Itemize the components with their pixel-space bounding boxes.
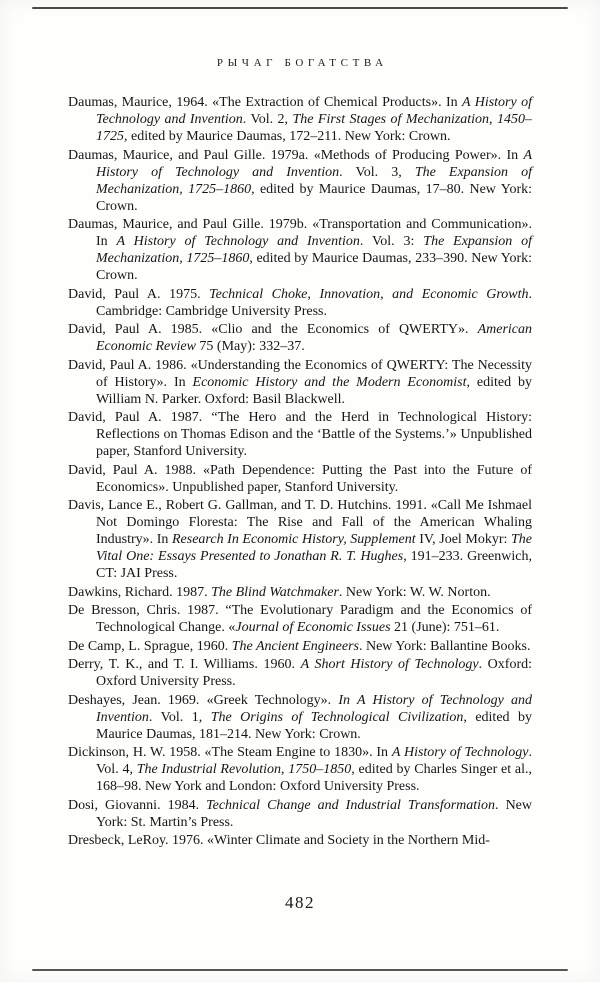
entry-text: Dresbeck, LeRoy. 1976. «Winter Climate and Society in the Northern Mid- — [68, 833, 490, 848]
bibliography-entry — [68, 584, 532, 601]
entry-text: , edited by Maurice Daumas, 17–80. New York: Crown. — [96, 181, 532, 214]
entry-text: Dickinson, H. W. 1958. «The Steam Engine to 1830». In — [68, 745, 392, 760]
entry-text: . New York: St. Martin’s Press. — [96, 797, 533, 830]
work-title-italic: A History of Technology and Invention — [96, 147, 532, 180]
work-title-italic: Technical Change and Industrial Transformation — [206, 797, 496, 813]
work-title-italic: Technical Choke, Innovation, and Economic Growth — [209, 286, 529, 302]
work-title-italic: Journal of Economic Issues — [235, 620, 391, 635]
bibliography-entry — [68, 656, 532, 690]
page-scan-edge-top — [32, 7, 568, 9]
entry-text: David, Paul A. 1975. — [68, 286, 210, 302]
bibliography-entry — [68, 744, 532, 795]
entry-text: , edited by Maurice Daumas, 233–390. New York: Crown. — [96, 251, 532, 283]
work-title-italic: The Expansion of Mechanization, 1725–1860 — [96, 234, 532, 266]
entry-text: Daumas, Maurice, 1964. «The Extraction of Chemical Products». In — [68, 95, 463, 110]
bibliography-entry — [68, 797, 532, 831]
work-title-italic: A History of Technology — [391, 745, 529, 760]
work-title-italic: The Blind Watchmaker — [211, 584, 339, 600]
entry-text: Dosi, Giovanni. 1984. — [68, 797, 207, 813]
entry-text: Daumas, Maurice, and Paul Gille. 1979b. «Transportation and Communication». In — [68, 217, 532, 249]
entry-text: . Vol. 2, — [242, 112, 293, 127]
entry-text: Deshayes, Jean. 1969. «Greek Technology». — [68, 692, 339, 708]
work-title-italic: The First Stages of Mechanization, 1450–1725 — [96, 112, 532, 144]
bibliography-entry — [68, 602, 532, 636]
entry-text: David, Paul A. 1988. «Path Dependence: Putting the Past into the Future of Economics». Unpublished paper, Stanford University. — [68, 462, 532, 495]
bibliography-entry — [68, 216, 532, 284]
page-scan-edge-bottom — [32, 969, 568, 971]
entry-text: 21 (June): 751–61. — [390, 620, 500, 635]
entry-text: . Vol. 4, — [96, 745, 532, 777]
entry-text: , edited by Maurice Daumas, 181–214. New York: Crown. — [96, 709, 532, 742]
bibliography-entry — [68, 94, 532, 145]
entry-text: Davis, Lance E., Robert G. Gallman, and T. D. Hutchins. 1991. «Call Me Ishmael Not Domingo Floresta: The Rise and Fall of the American Whaling Industry». In — [68, 498, 532, 547]
work-title-italic: The Expansion of Mechanization, 1725–1860 — [96, 164, 532, 197]
entry-text: . Oxford: Oxford University Press. — [96, 657, 533, 689]
work-title-italic: In A History of Technology and Invention — [96, 692, 532, 725]
work-title-italic: The Origins of Technological Civilization — [210, 709, 464, 725]
entry-text: 75 (May): 332–37. — [195, 339, 305, 354]
work-title-italic: Research In Economic History, Supplement — [172, 532, 416, 547]
entry-text: Daumas, Maurice, and Paul Gille. 1979a. «Methods of Producing Power». In — [68, 147, 524, 163]
entry-text: David, Paul A. 1987. “The Hero and the Herd in Technological History: Reflections on Thomas Edison and the ‘Battle of the Systems.’» Unpublished paper, Stanford University. — [68, 410, 532, 459]
bibliography-entry — [68, 147, 532, 215]
entry-text: , edited by Charles Singer et al., 168–98. New York and London: Oxford University Press. — [96, 762, 532, 794]
work-title-italic: A History of Technology and Invention — [96, 95, 532, 127]
entry-text: De Bresson, Chris. 1987. “The Evolutionary Paradigm and the Economics of Technological Change. « — [68, 603, 532, 635]
work-title-italic: A Short History of Technology — [300, 657, 479, 672]
running-header: РЫЧАГ БОГАТСТВА — [216, 57, 388, 69]
entry-text: David, Paul A. 1985. «Clio and the Economics of QWERTY». — [68, 322, 478, 337]
bibliography-entry — [68, 832, 532, 849]
work-title-italic: The Vital One: Essays Presented to Jonathan R. T. Hughes — [96, 532, 532, 564]
entry-text: . Vol. 1, — [148, 709, 211, 725]
bibliography-entry — [68, 462, 532, 496]
page-number: 482 — [285, 893, 315, 912]
bibliography-entry — [68, 357, 532, 408]
entry-text: . Vol. 3: — [359, 234, 424, 249]
bibliography-entry — [68, 321, 532, 355]
entry-text: . Cambridge: Cambridge University Press. — [96, 286, 532, 319]
bibliography-entry — [68, 409, 532, 460]
bibliography-entry — [68, 497, 532, 582]
bibliography-entry — [68, 638, 532, 655]
entry-text: , edited by William N. Parker. Oxford: Basil Blackwell. — [96, 374, 532, 407]
entry-text: Dawkins, Richard. 1987. — [68, 584, 212, 600]
entry-text: , edited by Maurice Daumas, 172–211. New York: Crown. — [124, 129, 451, 144]
bibliography — [68, 94, 532, 851]
entry-text: , 191–233. Greenwich, CT: JAI Press. — [96, 549, 532, 581]
entry-text: David, Paul A. 1986. «Understanding the Economics of QWERTY: The Necessity of History». In — [68, 357, 532, 390]
entry-text: IV, Joel Mokyr: — [415, 532, 511, 547]
work-title-italic: Economic History and the Modern Economist — [192, 374, 467, 390]
entry-text: . Vol. 3, — [339, 164, 415, 180]
entry-text: . New York: Ballantine Books. — [358, 638, 531, 654]
work-title-italic: A History of Technology and Invention — [116, 234, 360, 249]
entry-text: De Camp, L. Sprague, 1960. — [68, 638, 232, 654]
entry-text: . New York: W. W. Norton. — [338, 584, 491, 600]
entry-text: Derry, T. K., and T. I. Williams. 1960. — [68, 657, 301, 672]
work-title-italic: The Industrial Revolution, 1750–1850 — [136, 762, 352, 777]
bibliography-entry — [68, 692, 532, 743]
work-title-italic: The Ancient Engineers — [231, 638, 359, 654]
bibliography-entry — [68, 286, 532, 320]
work-title-italic: American Economic Review — [96, 322, 532, 354]
